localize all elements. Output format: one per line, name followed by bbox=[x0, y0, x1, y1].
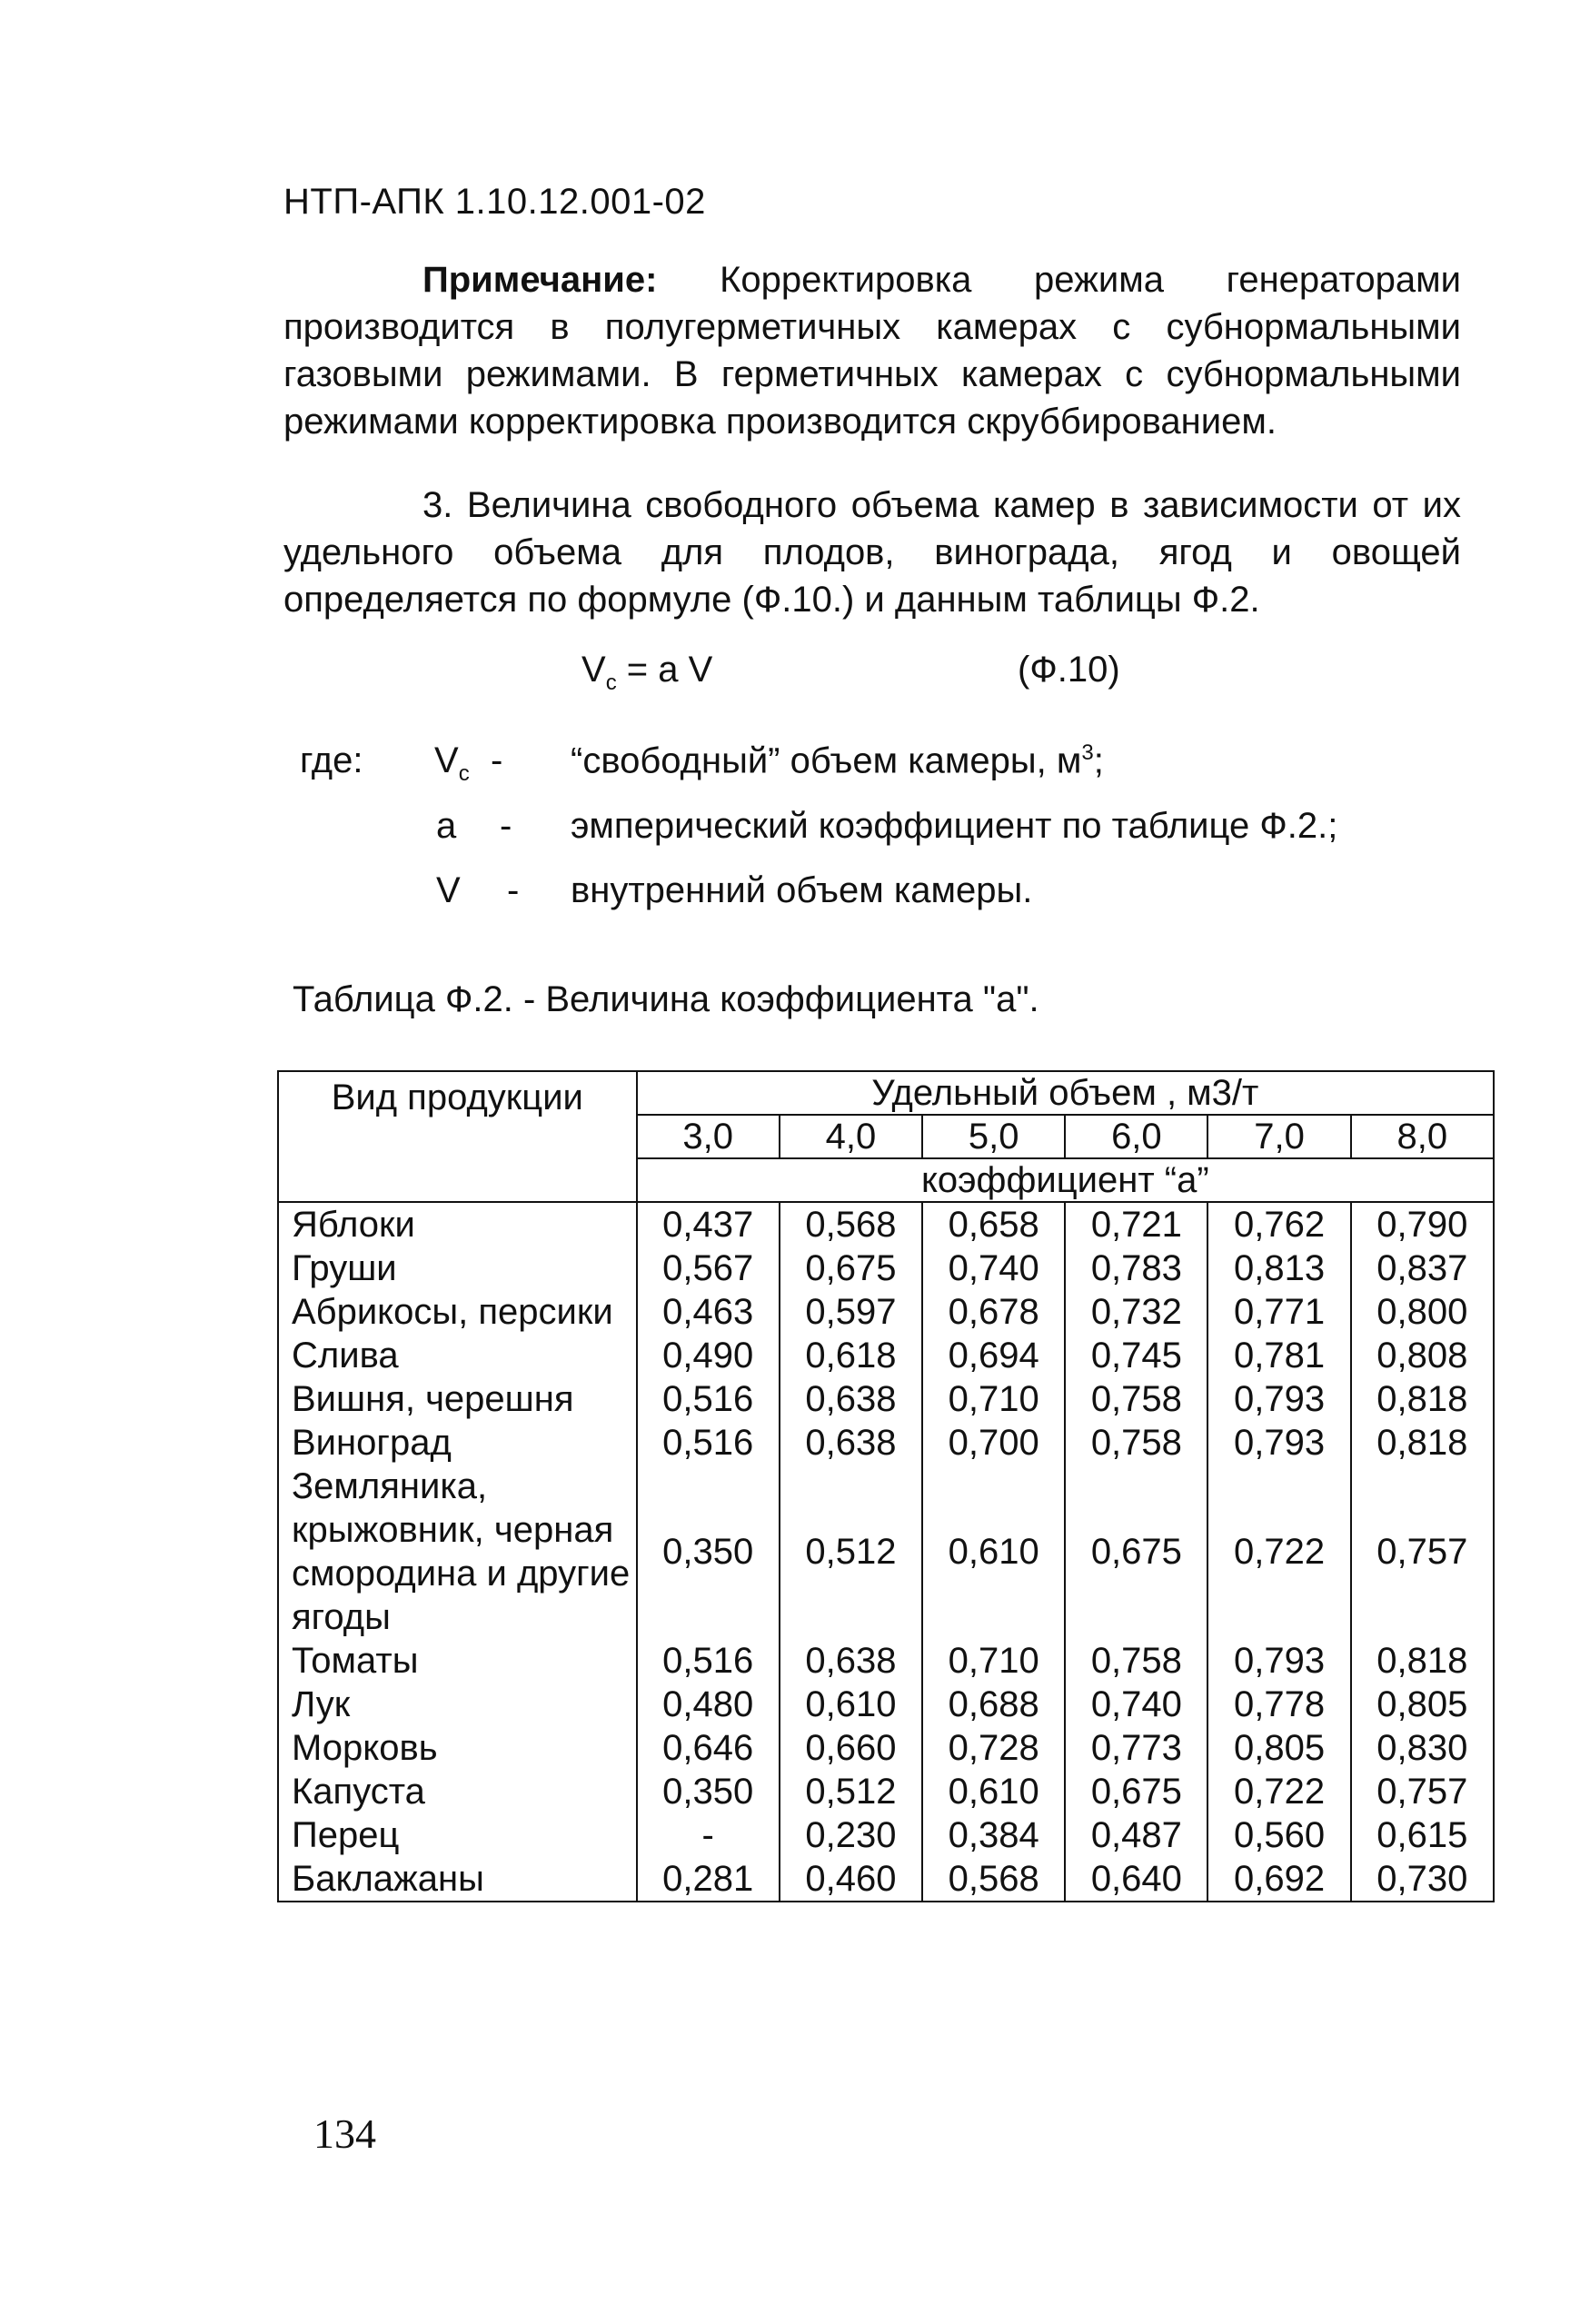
product-name: Вишня, черешня bbox=[278, 1377, 637, 1421]
coef-value: 0,516 bbox=[637, 1639, 780, 1683]
coef-value: 0,773 bbox=[1065, 1726, 1207, 1770]
table-caption: Таблица Ф.2. - Величина коэффициента "а". bbox=[293, 979, 1039, 1019]
coef-value: 0,745 bbox=[1065, 1334, 1207, 1377]
coef-value: 0,678 bbox=[922, 1290, 1065, 1334]
coef-value: 0,800 bbox=[1351, 1290, 1494, 1334]
where-dash: - bbox=[491, 740, 503, 780]
coef-value: 0,762 bbox=[1207, 1202, 1350, 1246]
volume-header: Удельный объем , м3/т bbox=[637, 1071, 1494, 1115]
coef-value: 0,740 bbox=[922, 1246, 1065, 1290]
coefficient-table bbox=[277, 1070, 1495, 1902]
table-row bbox=[278, 1377, 1494, 1421]
product-name: Слива bbox=[278, 1334, 637, 1377]
coef-value: 0,480 bbox=[637, 1683, 780, 1726]
coef-value: 0,793 bbox=[1207, 1421, 1350, 1465]
note-label: Примечание: bbox=[422, 260, 658, 300]
coef-value: 0,350 bbox=[637, 1770, 780, 1813]
volume-col: 6,0 bbox=[1065, 1115, 1207, 1158]
table-row bbox=[278, 1770, 1494, 1813]
coef-value: 0,638 bbox=[780, 1377, 922, 1421]
document-code: НТП-АПК 1.10.12.001-02 bbox=[283, 182, 706, 222]
product-name: Морковь bbox=[278, 1726, 637, 1770]
coef-value: 0,758 bbox=[1065, 1421, 1207, 1465]
coef-value: 0,610 bbox=[922, 1770, 1065, 1813]
coef-value: 0,660 bbox=[780, 1726, 922, 1770]
coef-header: коэффициент “а” bbox=[637, 1158, 1494, 1202]
coef-value: 0,805 bbox=[1351, 1683, 1494, 1726]
table-row bbox=[278, 1202, 1494, 1246]
product-header: Вид продукции bbox=[278, 1071, 637, 1202]
product-name: Груши bbox=[278, 1246, 637, 1290]
where-dash: - bbox=[500, 806, 512, 846]
coef-value: 0,567 bbox=[637, 1246, 780, 1290]
volume-col: 5,0 bbox=[922, 1115, 1065, 1158]
coef-value: 0,350 bbox=[637, 1465, 780, 1639]
coef-value: 0,758 bbox=[1065, 1639, 1207, 1683]
table-row bbox=[278, 1813, 1494, 1857]
where-symbol-vc: $V_c$ bbox=[434, 740, 470, 786]
coef-value: 0,700 bbox=[922, 1421, 1065, 1465]
table-row bbox=[278, 1246, 1494, 1290]
coef-value: 0,610 bbox=[922, 1465, 1065, 1639]
coef-value: 0,512 bbox=[780, 1770, 922, 1813]
coef-value: 0,463 bbox=[637, 1290, 780, 1334]
volume-col: 8,0 bbox=[1351, 1115, 1494, 1158]
coef-value: 0,793 bbox=[1207, 1377, 1350, 1421]
coef-value: 0,646 bbox=[637, 1726, 780, 1770]
coef-value: 0,793 bbox=[1207, 1639, 1350, 1683]
page-number: 134 bbox=[313, 2110, 376, 2157]
coef-value: 0,694 bbox=[922, 1334, 1065, 1377]
where-definition-v: внутренний объем камеры. bbox=[571, 870, 1033, 910]
coef-value: 0,722 bbox=[1207, 1465, 1350, 1639]
product-name: Яблоки bbox=[278, 1202, 637, 1246]
coef-value: 0,721 bbox=[1065, 1202, 1207, 1246]
coef-value: 0,805 bbox=[1207, 1726, 1350, 1770]
coef-value: 0,818 bbox=[1351, 1421, 1494, 1465]
coef-value: 0,790 bbox=[1351, 1202, 1494, 1246]
coef-value: 0,722 bbox=[1207, 1770, 1350, 1813]
coef-value: 0,758 bbox=[1065, 1377, 1207, 1421]
paragraph-3 bbox=[283, 482, 1461, 623]
coef-value: 0,837 bbox=[1351, 1246, 1494, 1290]
coef-value: 0,675 bbox=[1065, 1770, 1207, 1813]
coef-value: 0,230 bbox=[780, 1813, 922, 1857]
coef-value: 0,728 bbox=[922, 1726, 1065, 1770]
coef-value: 0,710 bbox=[922, 1377, 1065, 1421]
product-name: Капуста bbox=[278, 1770, 637, 1813]
coef-value: 0,610 bbox=[780, 1683, 922, 1726]
coef-value: 0,638 bbox=[780, 1421, 922, 1465]
where-definition-a: эмперический коэффициент по таблице Ф.2.; bbox=[571, 806, 1338, 846]
coef-value: 0,281 bbox=[637, 1857, 780, 1902]
product-name: Томаты bbox=[278, 1639, 637, 1683]
coef-value: 0,771 bbox=[1207, 1290, 1350, 1334]
coef-value: 0,516 bbox=[637, 1421, 780, 1465]
where-definition-vc: “свободный” объем камеры, $м^3$; bbox=[571, 740, 1104, 781]
table-row bbox=[278, 1334, 1494, 1377]
coef-value: 0,808 bbox=[1351, 1334, 1494, 1377]
coef-value: 0,487 bbox=[1065, 1813, 1207, 1857]
coef-value: 0,710 bbox=[922, 1639, 1065, 1683]
table-row bbox=[278, 1421, 1494, 1465]
product-name: Виноград bbox=[278, 1421, 637, 1465]
paragraph-3-text: 3. Величина свободного объема камер в зависимости от их удельного объема для плодов, винограда, ягод и овощей определяется по формуле (Ф.10.) и данным таблицы Ф.2. bbox=[283, 485, 1461, 620]
table-row bbox=[278, 1639, 1494, 1683]
coef-value: 0,597 bbox=[780, 1290, 922, 1334]
coef-value: 0,778 bbox=[1207, 1683, 1350, 1726]
coef-value: 0,688 bbox=[922, 1683, 1065, 1726]
note-paragraph bbox=[283, 256, 1461, 445]
table-row bbox=[278, 1290, 1494, 1334]
product-name: Абрикосы, персики bbox=[278, 1290, 637, 1334]
coef-value: 0,516 bbox=[637, 1377, 780, 1421]
coef-value: 0,560 bbox=[1207, 1813, 1350, 1857]
where-label: где: bbox=[300, 740, 363, 780]
coef-value: 0,730 bbox=[1351, 1857, 1494, 1902]
coef-value: 0,490 bbox=[637, 1334, 780, 1377]
coef-value: 0,781 bbox=[1207, 1334, 1350, 1377]
coef-value: 0,460 bbox=[780, 1857, 922, 1902]
coef-value: 0,740 bbox=[1065, 1683, 1207, 1726]
table-row bbox=[278, 1857, 1494, 1902]
formula-expression: $V_c = a$ V bbox=[581, 650, 713, 695]
where-symbol-v: V bbox=[436, 870, 461, 910]
coef-value: 0,783 bbox=[1065, 1246, 1207, 1290]
coef-value: 0,638 bbox=[780, 1639, 922, 1683]
coef-value: 0,618 bbox=[780, 1334, 922, 1377]
table-row bbox=[278, 1683, 1494, 1726]
product-name: Земляника, крыжовник, черная смородина и другие ягоды bbox=[278, 1465, 637, 1639]
coef-value: 0,437 bbox=[637, 1202, 780, 1246]
table-row bbox=[278, 1726, 1494, 1770]
coef-value: 0,818 bbox=[1351, 1377, 1494, 1421]
coef-value: 0,640 bbox=[1065, 1857, 1207, 1902]
coef-value: 0,568 bbox=[922, 1857, 1065, 1902]
coef-value: 0,675 bbox=[780, 1246, 922, 1290]
coef-value: 0,830 bbox=[1351, 1726, 1494, 1770]
coef-value: 0,757 bbox=[1351, 1465, 1494, 1639]
formula-number: (Ф.10) bbox=[1018, 650, 1120, 690]
coef-value: - bbox=[637, 1813, 780, 1857]
coef-value: 0,818 bbox=[1351, 1639, 1494, 1683]
volume-col: 7,0 bbox=[1207, 1115, 1350, 1158]
coef-value: 0,732 bbox=[1065, 1290, 1207, 1334]
coef-value: 0,675 bbox=[1065, 1465, 1207, 1639]
coef-value: 0,658 bbox=[922, 1202, 1065, 1246]
coef-value: 0,384 bbox=[922, 1813, 1065, 1857]
volume-col: 3,0 bbox=[637, 1115, 780, 1158]
coef-value: 0,568 bbox=[780, 1202, 922, 1246]
table-row bbox=[278, 1465, 1494, 1639]
coef-value: 0,813 bbox=[1207, 1246, 1350, 1290]
coef-value: 0,615 bbox=[1351, 1813, 1494, 1857]
volume-col: 4,0 bbox=[780, 1115, 922, 1158]
product-name: Лук bbox=[278, 1683, 637, 1726]
coef-value: 0,512 bbox=[780, 1465, 922, 1639]
product-name: Баклажаны bbox=[278, 1857, 637, 1902]
coef-value: 0,757 bbox=[1351, 1770, 1494, 1813]
where-symbol-a: a bbox=[436, 806, 457, 846]
note-text: Корректировка режима генераторами производится в полугерметичных камерах с субнормальными газовыми режимами. В герметичных камерах с субнормальными режимами корректировка производится скруббированием. bbox=[283, 260, 1461, 442]
product-name: Перец bbox=[278, 1813, 637, 1857]
coef-value: 0,692 bbox=[1207, 1857, 1350, 1902]
where-dash: - bbox=[507, 870, 520, 910]
